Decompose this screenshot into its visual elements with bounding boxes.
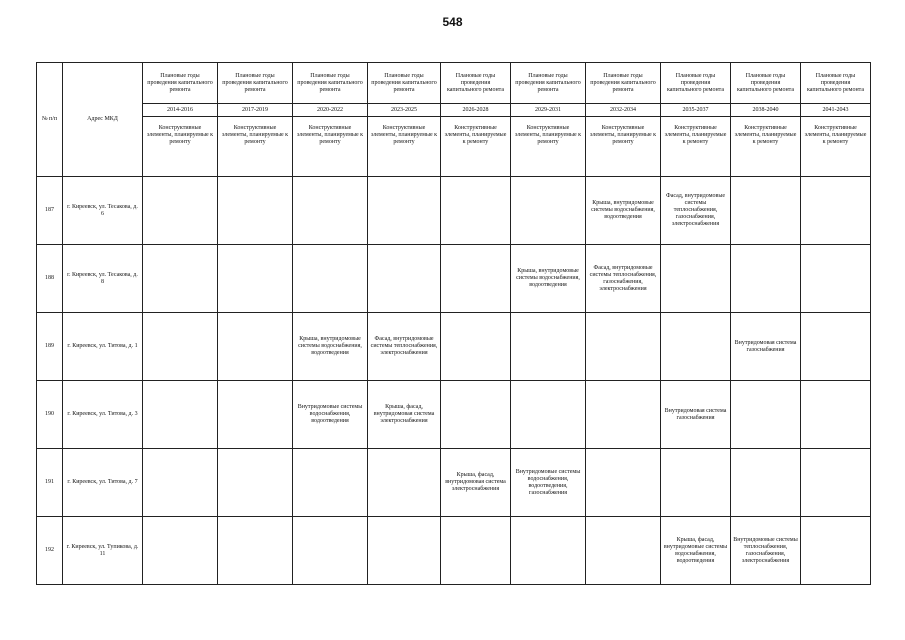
table-row (37, 381, 871, 449)
row-cell: Внутридомовые системы водоснабжения, водоотведения (293, 381, 368, 449)
row-address: г. Киреевск, ул. Тесакова, д. 8 (63, 245, 143, 313)
row-cell (731, 177, 801, 245)
row-cell (143, 245, 218, 313)
row-cell (368, 245, 441, 313)
header-period-title: Плановые годы проведения капитального ремонта (801, 63, 871, 104)
header-row-titles (37, 63, 871, 104)
row-cell (511, 517, 586, 585)
row-cell (293, 177, 368, 245)
row-cell (586, 381, 661, 449)
row-cell: Внутридомовые системы теплоснабжения, газоснабжения, электроснабжения (731, 517, 801, 585)
row-cell (441, 381, 511, 449)
row-cell (731, 245, 801, 313)
header-period-title: Плановые годы проведения капитального ремонта (586, 63, 661, 104)
header-row-elements (37, 117, 871, 177)
row-cell (293, 245, 368, 313)
row-cell: Внутридомовые системы водоснабжения, водоотведения, газоснабжения (511, 449, 586, 517)
row-cell (661, 449, 731, 517)
row-cell: Фасад, внутридомовые системы теплоснабжения, электроснабжения (368, 313, 441, 381)
header-period-title: Плановые годы проведения капитального ремонта (293, 63, 368, 104)
row-cell (218, 449, 293, 517)
table-row (37, 245, 871, 313)
row-address: г. Киреевск, ул. Титова, д. 7 (63, 449, 143, 517)
header-year-range: 2041-2043 (801, 104, 871, 117)
row-cell: Крыша, фасад, внутридомовая система электроснабжения (441, 449, 511, 517)
header-period-title: Плановые годы проведения капитального ремонта (511, 63, 586, 104)
row-cell (801, 177, 871, 245)
row-cell (586, 313, 661, 381)
header-year-range: 2026-2028 (441, 104, 511, 117)
header-row-years (37, 104, 871, 117)
header-year-range: 2035-2037 (661, 104, 731, 117)
row-cell: Крыша, внутридомовые системы водоснабжения, водоотведения (511, 245, 586, 313)
row-cell: Внутридомовая система газоснабжения (731, 313, 801, 381)
header-year-range: 2023-2025 (368, 104, 441, 117)
header-year-range: 2032-2034 (586, 104, 661, 117)
row-number: 191 (37, 449, 63, 517)
row-cell (143, 381, 218, 449)
table-row (37, 517, 871, 585)
header-elements: Конструктивные элементы, планируемые к ремонту (218, 117, 293, 177)
row-number: 188 (37, 245, 63, 313)
header-year-range: 2017-2019 (218, 104, 293, 117)
header-period-title: Плановые годы проведения капитального ремонта (441, 63, 511, 104)
header-elements: Конструктивные элементы, планируемые к ремонту (511, 117, 586, 177)
row-cell (441, 245, 511, 313)
header-elements: Конструктивные элементы, планируемые к ремонту (293, 117, 368, 177)
row-cell (801, 449, 871, 517)
header-period-title: Плановые годы проведения капитального ремонта (731, 63, 801, 104)
row-cell: Крыша, внутридомовые системы водоснабжения, водоотведения (293, 313, 368, 381)
row-cell (586, 517, 661, 585)
row-cell (218, 245, 293, 313)
header-year-range: 2029-2031 (511, 104, 586, 117)
row-address: г. Киреевск, ул. Титова, д. 1 (63, 313, 143, 381)
row-number: 192 (37, 517, 63, 585)
header-address: Адрес МКД (63, 63, 143, 177)
header-elements: Конструктивные элементы, планируемые к ремонту (368, 117, 441, 177)
row-cell (368, 449, 441, 517)
row-cell (368, 517, 441, 585)
row-cell (368, 177, 441, 245)
row-cell (441, 313, 511, 381)
row-address: г. Киреевск, ул. Титова, д. 3 (63, 381, 143, 449)
table-row (37, 177, 871, 245)
repair-schedule-table (36, 62, 871, 585)
row-cell (441, 177, 511, 245)
row-address: г. Киреевск, ул. Тесакова, д. 6 (63, 177, 143, 245)
row-cell (143, 313, 218, 381)
row-cell (218, 381, 293, 449)
row-cell (511, 177, 586, 245)
header-elements: Конструктивные элементы, планируемые к ремонту (441, 117, 511, 177)
row-cell (293, 449, 368, 517)
header-year-range: 2038-2040 (731, 104, 801, 117)
table-row (37, 449, 871, 517)
header-elements: Конструктивные элементы, планируемые к ремонту (731, 117, 801, 177)
row-cell (801, 381, 871, 449)
row-cell (441, 517, 511, 585)
row-cell (143, 517, 218, 585)
row-cell (731, 449, 801, 517)
row-cell (661, 313, 731, 381)
header-elements: Конструктивные элементы, планируемые к ремонту (801, 117, 871, 177)
row-cell: Внутридомовая система газоснабжения (661, 381, 731, 449)
row-cell: Крыша, фасад, внутридомовая система электроснабжения (368, 381, 441, 449)
row-number: 187 (37, 177, 63, 245)
row-cell (511, 313, 586, 381)
page-number: 548 (442, 15, 463, 29)
row-cell (511, 381, 586, 449)
row-cell (218, 313, 293, 381)
header-period-title: Плановые годы проведения капитального ремонта (143, 63, 218, 104)
row-cell (586, 449, 661, 517)
row-cell: Крыша, внутридомовые системы водоснабжения, водоотведения (586, 177, 661, 245)
row-cell: Крыша, фасад, внутридомовые системы водоснабжения, водоотведения (661, 517, 731, 585)
row-cell (143, 177, 218, 245)
table-row (37, 313, 871, 381)
row-cell (661, 245, 731, 313)
row-cell (801, 245, 871, 313)
row-cell: Фасад, внутридомовые системы теплоснабжения, газоснабжения, электроснабжения (586, 245, 661, 313)
header-period-title: Плановые годы проведения капитального ремонта (368, 63, 441, 104)
row-address: г. Киреевск, ул. Тупикова, д. 11 (63, 517, 143, 585)
header-elements: Конструктивные элементы, планируемые к ремонту (143, 117, 218, 177)
row-cell (293, 517, 368, 585)
row-cell (731, 381, 801, 449)
header-num: № п/п (37, 63, 63, 177)
row-number: 189 (37, 313, 63, 381)
header-year-range: 2020-2022 (293, 104, 368, 117)
row-cell (143, 449, 218, 517)
header-year-range: 2014-2016 (143, 104, 218, 117)
row-number: 190 (37, 381, 63, 449)
header-period-title: Плановые годы проведения капитального ремонта (218, 63, 293, 104)
row-cell (801, 313, 871, 381)
row-cell: Фасад, внутридомовые системы теплоснабжения, газоснабжения, электроснабжения (661, 177, 731, 245)
row-cell (218, 517, 293, 585)
row-cell (801, 517, 871, 585)
header-period-title: Плановые годы проведения капитального ремонта (661, 63, 731, 104)
header-elements: Конструктивные элементы, планируемые к ремонту (586, 117, 661, 177)
row-cell (218, 177, 293, 245)
header-elements: Конструктивные элементы, планируемые к ремонту (661, 117, 731, 177)
